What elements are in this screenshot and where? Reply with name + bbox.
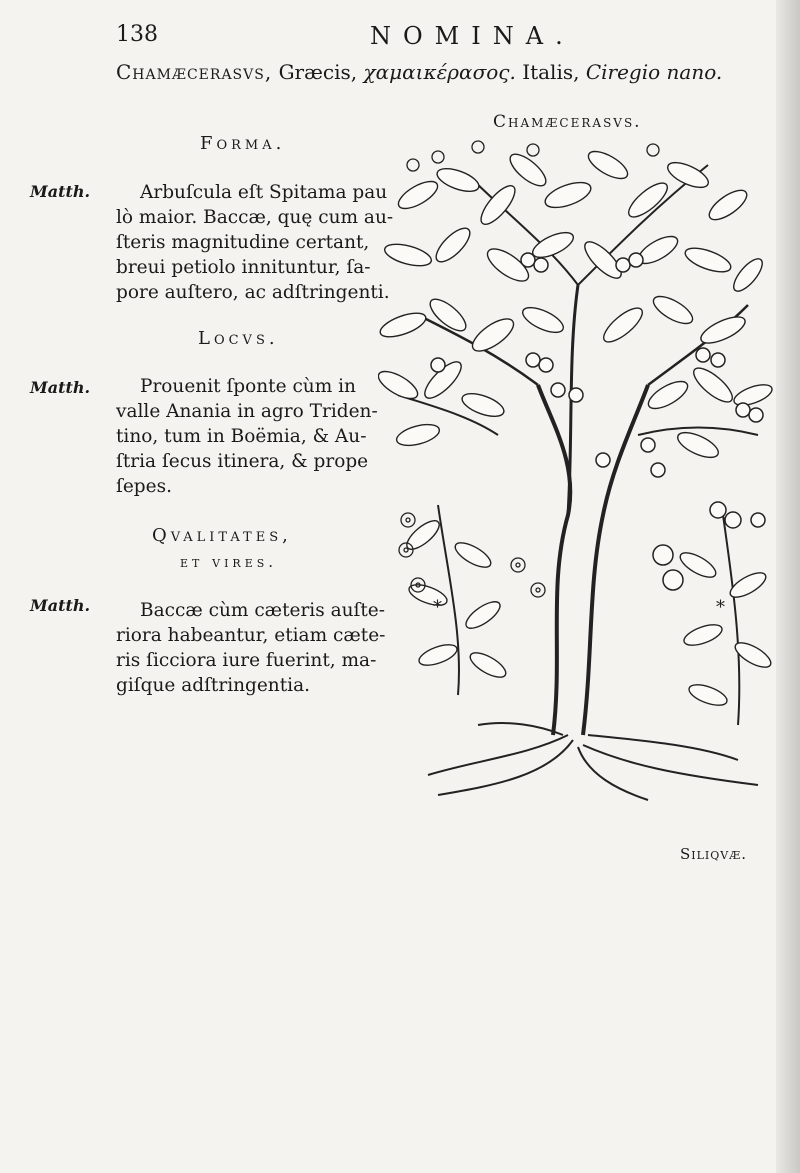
section-heading-locus: Locvs. bbox=[198, 328, 279, 349]
text-line: pore auſtero, ac adſtringenti. bbox=[116, 282, 390, 303]
margin-note-locus: Matth. bbox=[30, 378, 91, 397]
greek-name: χαμαικέρασος. bbox=[363, 60, 516, 84]
italian-name: Ciregio nano. bbox=[585, 60, 723, 84]
text-line: valle Anania in agro Triden- bbox=[116, 401, 378, 422]
text-line: ſteris magnitudine certant, bbox=[116, 232, 370, 253]
plant-latin-name: Chamæcerasvs, bbox=[116, 60, 273, 84]
svg-text:*: * bbox=[433, 597, 442, 618]
catchword: Siliqvæ. bbox=[680, 845, 748, 863]
text-line: ſepes. bbox=[116, 476, 172, 497]
page-edge-shadow bbox=[776, 0, 800, 1173]
section-heading-qualitates: Qvalitates, bbox=[152, 525, 292, 546]
text-line: ris ſicciora iure fuerint, ma- bbox=[116, 650, 377, 671]
text-line: Baccæ cùm cæteris auſte- bbox=[140, 600, 386, 621]
text-line: lò maior. Baccæ, quę cum au- bbox=[116, 207, 394, 228]
page-number: 138 bbox=[116, 22, 158, 47]
greek-label: Græcis, bbox=[278, 60, 358, 84]
paragraph-qualitates bbox=[116, 598, 386, 698]
margin-note-forma: Matth. bbox=[30, 182, 91, 201]
text-line: giſque adſtringentia. bbox=[116, 675, 310, 696]
margin-note-qualitates: Matth. bbox=[30, 596, 91, 615]
running-head: NOMINA. bbox=[370, 22, 575, 50]
paragraph-forma bbox=[116, 180, 394, 305]
figure-caption: Chamæcerasvs. bbox=[493, 112, 642, 132]
text-line: breui petiolo innituntur, ſa- bbox=[116, 257, 371, 278]
woodcut-tree-illustration bbox=[378, 135, 773, 815]
text-line: ſtria ſecus itinera, & prope bbox=[116, 451, 369, 472]
svg-text:*: * bbox=[716, 597, 725, 618]
text-line: Prouenit ſponte cùm in bbox=[140, 376, 356, 397]
italian-label: Italis, bbox=[522, 60, 580, 84]
section-heading-vires: et vires. bbox=[180, 553, 278, 571]
text-line: Arbuſcula eſt Spitama pau bbox=[140, 182, 388, 203]
text-line: tino, tum in Boëmia, & Au- bbox=[116, 426, 367, 447]
section-heading-forma: Forma. bbox=[200, 133, 286, 154]
paragraph-locus bbox=[116, 374, 378, 499]
text-line: riora habeantur, etiam cæte- bbox=[116, 625, 386, 646]
plant-name-line bbox=[116, 60, 722, 84]
